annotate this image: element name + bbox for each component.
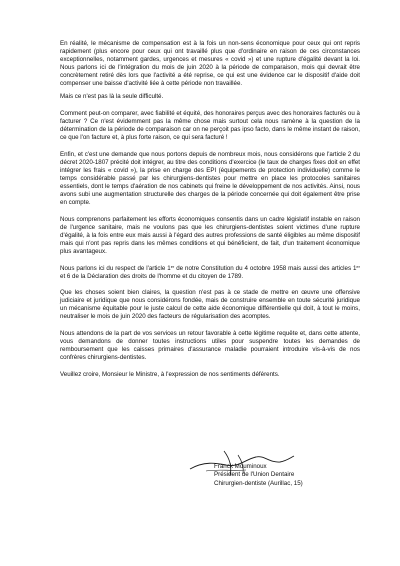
signatory-name: Franck Mouminoux (214, 463, 267, 470)
constitution-text-c: et 6 de la Déclaration des droits de l'homme et du citoyen de 1789. (60, 272, 244, 280)
signatory-title: Président de l'Union Dentaire (214, 471, 295, 479)
superscript-er-2: er (356, 263, 360, 269)
constitution-text-b: de notre Constitution du 4 octobre 1958 mais aussi des articles 1 (174, 264, 357, 272)
paragraph-efforts: Nous comprenons parfaitement les efforts économiques consentis dans un cadre législatif instable en raison de l'urgence sanitaire, mais ne voulons pas que les chirurgiens-dentistes soient victimes d'une rupture d'égalité, à la fois entre eux mais aussi à l'égard des autres professions de santé éligibles au même dispositif mais qui n'ont pas repris dans les mêmes conditions et qui bénéficient, de fait, d'un traitement économique plus avantageux. (60, 215, 360, 255)
paragraph-comparison: Comment peut-on comparer, avec fiabilité et équité, des honoraires perçus avec des honoraires facturés ou à facturer ? Ce n'est évidemment pas la même chose mais surtout cela nous ramène à la question de la détermination de la période de comparaison car on ne perçoit pas ipso facto, dans le même instant de raison, ce que l'on facture et, à plus forte raison, ce qui sera facturé ! (60, 110, 360, 142)
paragraph-compensation: En réalité, le mécanisme de compensation est à la fois un non-sens économique pour ceux qui ont repris rapidement (plus encore pour ceux qui ont travaillé plus que d'ordinaire en raison de ces circonstances exceptionnelles, notamment gardes, urgences et mesures « covid ») et une rupture d'égalité devant la loi. Nous parlons ici de l'intégration du mois de juin 2020 à la période de comparaison, mois qui devrait être concrètement retiré dès lors que l'activité a été reprise, ce qui est une évidence car le dispositif d'aide doit compenser une baisse d'activité liée à cette période non travaillée. (60, 40, 360, 88)
paragraph-legal-security: Que les choses soient bien claires, la question n'est pas à ce stade de mettre en œuvre une offensive judiciaire et juridique que nous considérons fondée, mais de construire ensemble en toute sécurité juridique un mécanisme équitable pour le juste calcul de cette aide économique différentielle qui doit, à tout le moins, neutraliser le mois de juin 2020 des facteurs de régularisation des acomptes. (60, 289, 360, 321)
letter-body (60, 40, 360, 384)
signatory-role: Chirurgien-dentiste (Aurillac, 15) (214, 479, 303, 487)
paragraph-closing: Veuillez croire, Monsieur le Ministre, à l'expression de nos sentiments déférents. (60, 370, 280, 378)
paragraph-epi: Enfin, et c'est une demande que nous portons depuis de nombreux mois, nous considérons que l'article 2 du décret 2020-1807 précité doit intégrer, au titre des conditions d'exercice (le taux de charges fixes doit en effet intégrer les frais « covid »), la prise en charge des EPI (équipements de protection individuelle) comme le temps considérable passé par les chirurgiens-dentistes pour mettre en place les protocoles sanitaires essentiels, dont le temps d'aération de nos cabinets qui freine le développement de nos activités. Ainsi, nous avons subi une augmentation structurelle des charges de la période concernée qui doit également être prise en compte. (60, 150, 360, 207)
paragraph-difficulty: Mais ce n'est pas là la seule difficulté. (60, 93, 164, 101)
paragraph-request: Nous attendons de la part de vos services un retour favorable à cette légitime requête et, dans cette attente, vous demandons de donner toutes instructions utiles pour suspendre toutes les demandes de remboursement que les caisses primaires d'assurance maladie pourraient introduire vis-à-vis de nos confrères chirurgiens-dentistes. (60, 330, 360, 362)
superscript-er-1: er (170, 263, 175, 269)
paragraph-constitution (60, 265, 360, 281)
constitution-text-a: Nous parlons ici du respect de l'article 1 (60, 264, 171, 272)
signature-block (214, 463, 374, 488)
